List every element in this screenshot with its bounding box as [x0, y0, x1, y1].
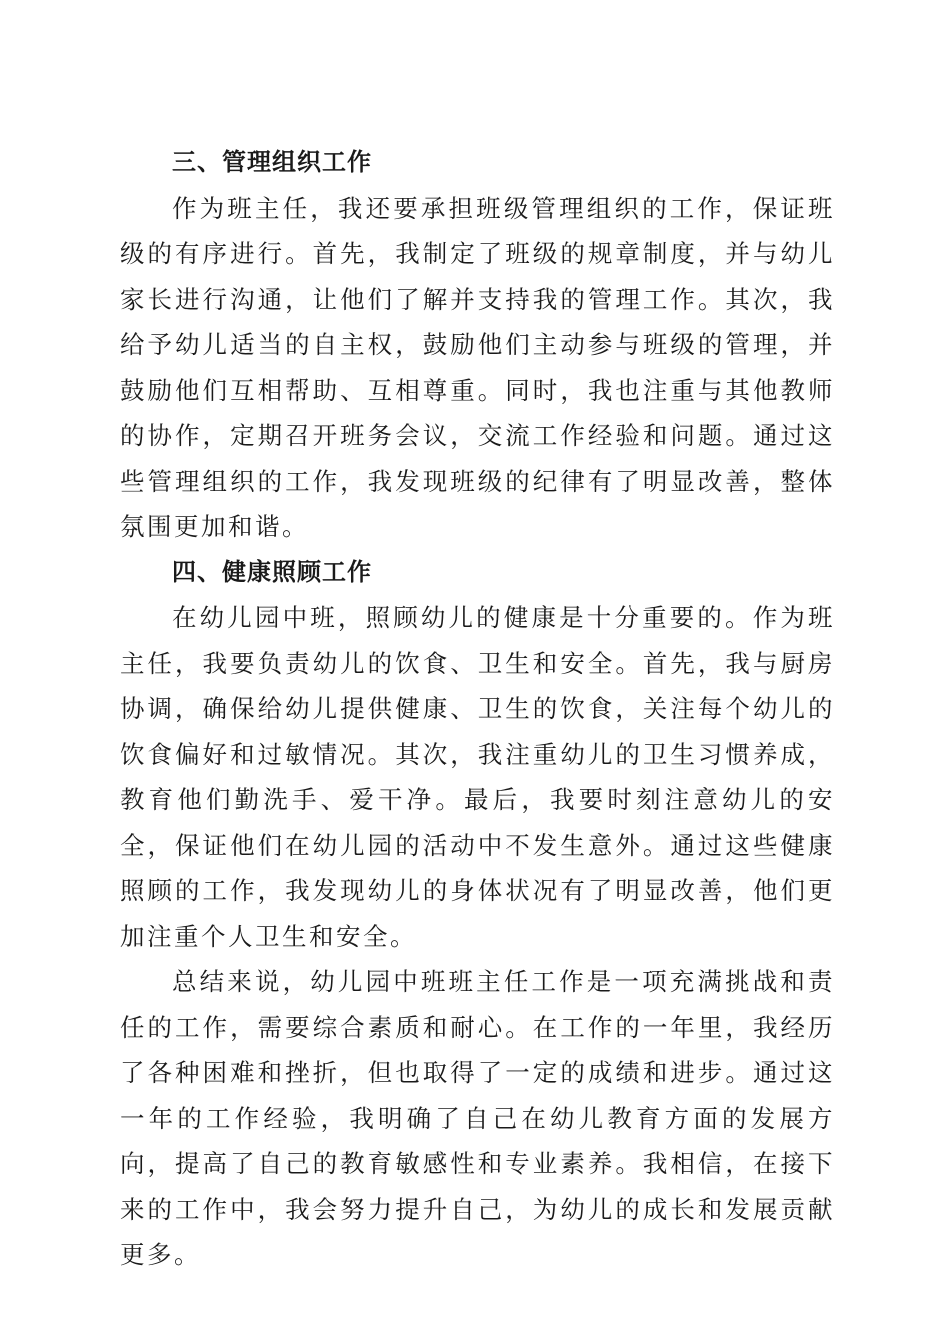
- section-heading-management: 三、管理组织工作: [172, 148, 372, 176]
- document-body: [120, 140, 835, 1278]
- section-heading-health: 四、健康照顾工作: [172, 557, 372, 586]
- paragraph-conclusion: 总结来说，幼儿园中班班主任工作是一项充满挑战和责任的工作，需要综合素质和耐心。在工作的一年里，我经历了各种困难和挫折，但也取得了一定的成绩和进步。通过这一年的工作经验，我明确了自己在幼儿教育方面的发展方向，提高了自己的教育敏感性和专业素养。我相信，在接下来的工作中，我会努力提升自己，为幼儿的成长和发展贡献更多。: [120, 967, 835, 1269]
- paragraph-health: 在幼儿园中班，照顾幼儿的健康是十分重要的。作为班主任，我要负责幼儿的饮食、卫生和安全。首先，我与厨房协调，确保给幼儿提供健康、卫生的饮食，关注每个幼儿的饮食偏好和过敏情况。其次，我注重幼儿的卫生习惯养成，教育他们勤洗手、爱干净。最后，我要时刻注意幼儿的安全，保证他们在幼儿园的活动中不发生意外。通过这些健康照顾的工作，我发现幼儿的身体状况有了明显改善，他们更加注重个人卫生和安全。: [120, 603, 835, 951]
- paragraph-management: 作为班主任，我还要承担班级管理组织的工作，保证班级的有序进行。首先，我制定了班级的规章制度，并与幼儿家长进行沟通，让他们了解并支持我的管理工作。其次，我给予幼儿适当的自主权，鼓励他们主动参与班级的管理，并鼓励他们互相帮助、互相尊重。同时，我也注重与其他教师的协作，定期召开班务会议，交流工作经验和问题。通过这些管理组织的工作，我发现班级的纪律有了明显改善，整体氛围更加和谐。: [120, 193, 835, 541]
